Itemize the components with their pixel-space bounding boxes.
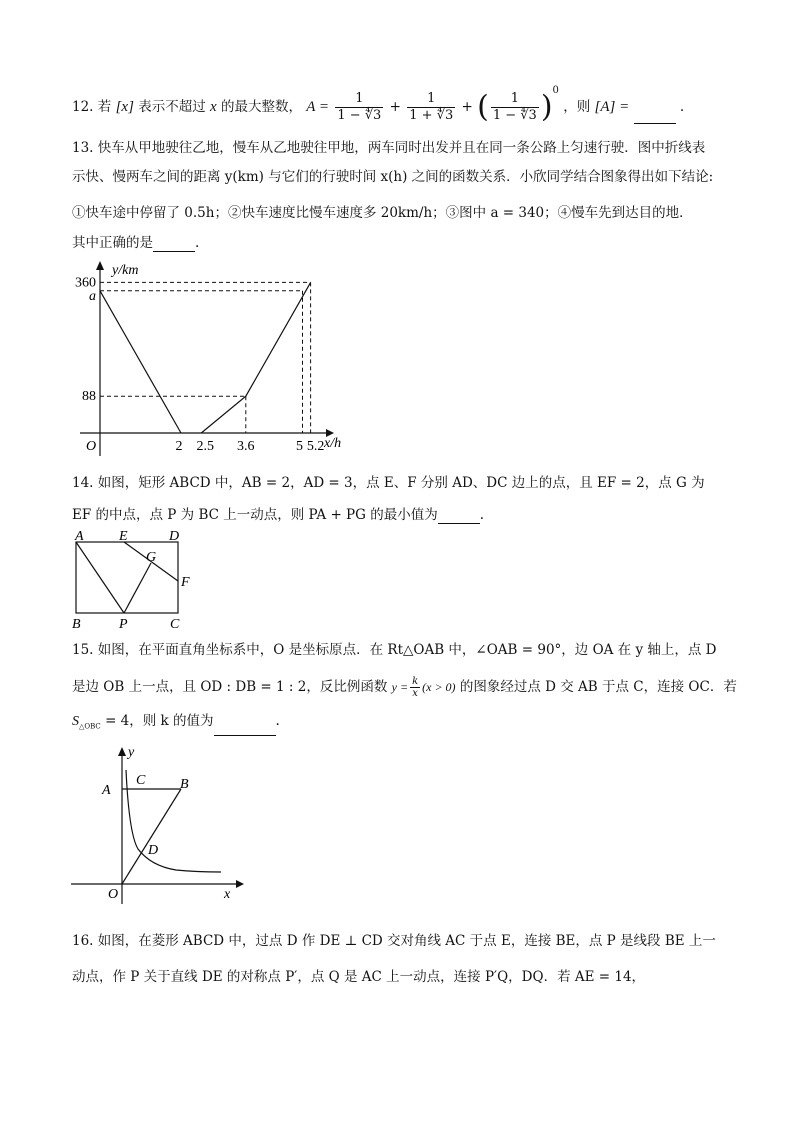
x-tick-label: 3.6 [237, 439, 255, 454]
q13-line-1: 13. 快车从甲地驶往乙地，慢车从乙地驶往甲地，两车同时出发并且在同一条公路上匀速行驶．图中折线表 [72, 140, 706, 156]
q13-line-4 [72, 234, 199, 252]
q15-S-subscript: △OBC [79, 722, 101, 731]
q12-answer-blank[interactable] [634, 123, 676, 124]
q12-A-equals: A = [306, 99, 330, 115]
q12-bracket-A: [A] = [594, 99, 630, 115]
q15-func-y: y = [391, 680, 409, 694]
y-axis-arrow [96, 261, 104, 270]
label-B: B [180, 777, 189, 792]
x-tick-label: 2 [175, 439, 183, 454]
q12-text: 表示不超过 [138, 99, 206, 115]
q12-right-paren: ) [540, 89, 553, 125]
q12-text: 的最大整数， [220, 99, 302, 115]
label-D: D [169, 529, 180, 544]
q15-func-fraction: $\frac{k}{x}$ [412, 676, 419, 699]
x-axis-arrow [236, 880, 244, 888]
q15-line-2 [72, 676, 737, 699]
q15-answer-blank[interactable] [214, 735, 276, 736]
label-y: y [128, 745, 135, 760]
q15-period: . [275, 713, 280, 729]
y-tick-label: 360 [75, 275, 96, 291]
label-D: D [148, 843, 159, 858]
rect-ABCD [76, 542, 178, 613]
segment-AP [76, 542, 124, 613]
q13-text: 其中正确的是 [72, 235, 153, 251]
coordinate-figure [66, 744, 246, 906]
q16-line-2: 动点，作 P 关于直线 DE 的对称点 P′，点 Q 是 AC 上一动点，连接 P′Q，DQ．若 AE = 14， [72, 969, 646, 985]
x-axis-label: x/h [324, 436, 342, 451]
x-tick-label: 5 [296, 439, 303, 454]
q16-line-1: 16. 如图，在菱形 ABCD 中，过点 D 作 DE ⊥ CD 交对角线 AC 于点 E，连接 BE，点 P 是线段 BE 上一 [72, 933, 716, 949]
label-G: G [146, 550, 157, 565]
q14-text: EF 的中点，点 P 为 BC 上一动点，则 PA + PG 的最小值为 [72, 507, 438, 523]
label-F: F [181, 575, 190, 590]
chart-labels [75, 263, 341, 454]
q12-var-x: x [210, 99, 217, 115]
segment-PG [124, 563, 151, 613]
label-x: x [224, 887, 231, 902]
label-C: C [170, 617, 180, 632]
series-line-1 [100, 291, 181, 433]
q12-period: . [679, 99, 685, 115]
rectangle-figure [66, 528, 206, 632]
q15-text: 的图象经过点 D 交 AB 于点 C，连接 OC．若 [459, 679, 737, 695]
y-axis-label: y/km [112, 263, 139, 278]
label-B: B [72, 617, 81, 632]
label-A: A [102, 783, 111, 798]
q12-bracket-x: [x] [115, 99, 134, 115]
label-P: P [119, 617, 128, 632]
q15-S: S [72, 714, 79, 729]
q13-period: . [195, 235, 200, 251]
q15-text: 是边 OB 上一点，且 OD : DB = 1 : 2，反比例函数 [72, 679, 388, 695]
y-tick-label: a [89, 288, 96, 304]
chart-axes [80, 261, 334, 456]
q12-left-paren: ( [477, 89, 489, 125]
question-12 [72, 82, 684, 124]
q12-plus: + [461, 99, 473, 115]
origin-label: O [86, 439, 97, 454]
x-tick-label: 5.2 [306, 439, 325, 454]
q12-fraction-3: $\frac{1}{1 - ∜3}$ [492, 91, 537, 123]
q12-exponent: 0 [552, 85, 559, 96]
q13-line-3: ①快车途中停留了 0.5h；②快车速度比慢车速度多 20km/h；③图中 a = 340；④慢车先到达目的地． [72, 205, 693, 221]
q15-func-condition: (x > 0) [422, 680, 456, 694]
q14-line-2 [72, 506, 484, 524]
y-tick-label: 88 [82, 389, 96, 405]
q13-line-2: 示快、慢两车之间的距离 y(km) 与它们的行驶时间 x(h) 之间的函数关系．小欣同学结合图象得出如下结论: [72, 169, 714, 185]
series-line-2 [201, 282, 310, 433]
distance-time-chart [70, 258, 360, 458]
q12-plus: + [389, 99, 401, 115]
q15-line-3 [72, 712, 280, 736]
chart-guides [100, 282, 311, 433]
label-C: C [136, 773, 146, 788]
q12-text: ，则 [563, 99, 591, 115]
label-O: O [108, 887, 119, 902]
label-E: E [119, 529, 128, 544]
q15-line-1: 15. 如图，在平面直角坐标系中，O 是坐标原点．在 Rt△OAB 中，∠OAB = 90°，边 OA 在 y 轴上，点 D [72, 642, 717, 658]
q15-text: = 4，则 k 的值为 [105, 713, 214, 729]
label-A: A [75, 529, 84, 544]
q12-text: 若 [97, 99, 112, 115]
q12-number: 12. [72, 99, 94, 115]
q12-fraction-1: $\frac{1}{1 - ∜3}$ [337, 91, 382, 123]
q14-answer-blank[interactable] [438, 523, 480, 524]
q14-line-1: 14. 如图，矩形 ABCD 中，AB = 2，AD = 3，点 E、F 分别 AD、DC 边上的点，且 EF = 2，点 G 为 [72, 475, 705, 491]
q12-fraction-2: $\frac{1}{1 + ∜3}$ [409, 91, 454, 123]
x-tick-label: 2.5 [196, 439, 214, 454]
chart-series [100, 282, 311, 433]
q14-period: . [479, 507, 484, 523]
y-axis-arrow [118, 747, 126, 756]
q13-answer-blank[interactable] [153, 251, 195, 252]
